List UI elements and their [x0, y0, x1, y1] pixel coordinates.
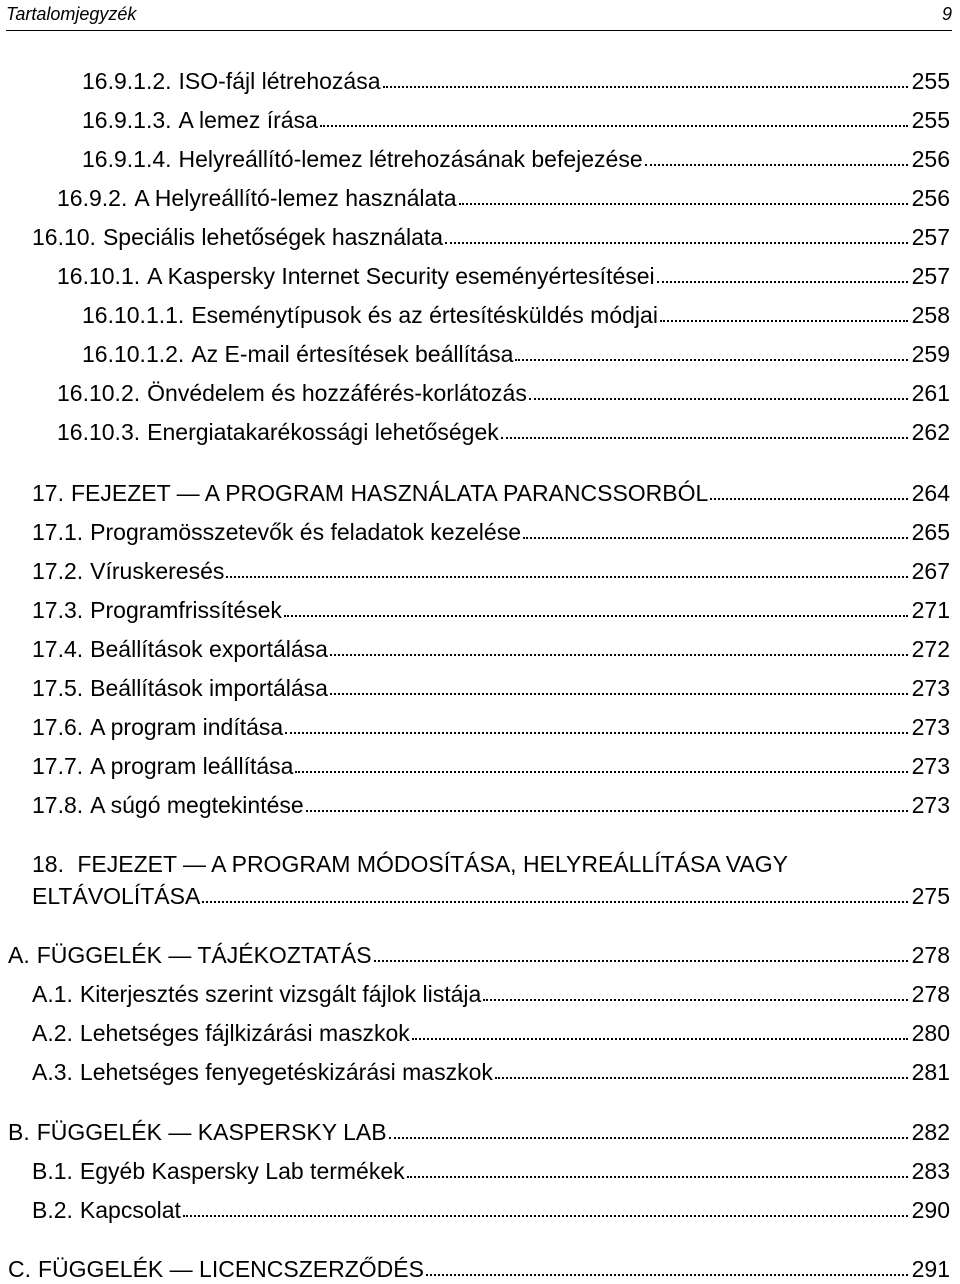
dot-leader	[285, 715, 907, 735]
toc-entry-number: C.	[8, 1256, 31, 1282]
toc-entry-title: FÜGGELÉK — KASPERSKY LAB	[36, 1119, 387, 1145]
toc-entry-title: A Kaspersky Internet Security eseményértesítései	[147, 263, 655, 289]
header-title: Tartalomjegyzék	[6, 4, 137, 24]
toc-entry-page: 255	[911, 68, 950, 94]
toc-entry[interactable]	[32, 634, 950, 664]
dot-leader	[407, 1159, 908, 1179]
toc-entry-number: 16.10.3.	[57, 419, 141, 445]
toc-entry-page: 290	[911, 1197, 950, 1223]
toc-entry-title: Beállítások importálása	[90, 675, 328, 701]
toc-entry-title: Önvédelem és hozzáférés-korlátozás	[147, 380, 527, 406]
toc-entry-page: 278	[911, 981, 950, 1007]
toc-entry-page: 265	[911, 519, 950, 545]
toc-entry-number: 16.10.	[32, 224, 96, 250]
toc-entry[interactable]	[32, 979, 950, 1009]
dot-leader	[226, 559, 907, 579]
dot-leader	[660, 303, 908, 323]
toc-entry-page: 257	[911, 263, 950, 289]
toc-entry-title: Víruskeresés	[90, 558, 225, 584]
toc-entry-number: 16.10.1.1.	[82, 302, 185, 328]
toc-entry[interactable]	[57, 417, 950, 447]
toc-entry-number: A.3.	[32, 1059, 73, 1085]
dot-leader	[330, 676, 908, 696]
toc-entry-title: Lehetséges fenyegetéskizárási maszkok	[79, 1059, 493, 1085]
dot-leader	[389, 1120, 908, 1140]
toc-entry-title: FEJEZET — A PROGRAM HASZNÁLATA PARANCSSORBÓL	[70, 480, 709, 506]
toc-entry-number: 16.10.2.	[57, 380, 141, 406]
toc-entry-title: Kapcsolat	[79, 1197, 181, 1223]
toc-entry-page: 273	[911, 714, 950, 740]
toc-entry-title: A lemez írása	[178, 107, 318, 133]
toc-entry-page: 258	[911, 302, 950, 328]
toc-entry[interactable]	[32, 712, 950, 742]
toc-entry-page: 272	[911, 636, 950, 662]
toc-entry-line2	[32, 880, 950, 912]
dot-leader	[657, 264, 908, 284]
toc-entry-page: 262	[911, 419, 950, 445]
dot-leader	[459, 186, 908, 206]
toc-entry[interactable]	[32, 222, 950, 252]
toc-entry-title: A program indítása	[90, 714, 284, 740]
toc-entry-number: 16.9.2.	[57, 185, 128, 211]
dot-leader	[645, 147, 908, 167]
dot-leader	[710, 481, 907, 501]
toc-entry-title: Beállítások exportálása	[90, 636, 328, 662]
toc-entry[interactable]	[32, 790, 950, 820]
toc-entry-page: 273	[911, 792, 950, 818]
toc-entry-page: 281	[911, 1059, 950, 1085]
dot-leader	[383, 69, 908, 89]
toc-entry-title: Kiterjesztés szerint vizsgált fájlok listája	[79, 981, 482, 1007]
toc-entry-title: FÜGGELÉK — LICENCSZERZŐDÉS	[38, 1256, 424, 1282]
dot-leader	[306, 793, 908, 813]
toc-entry-page: 267	[911, 558, 950, 584]
dot-leader	[445, 225, 908, 245]
toc-entry[interactable]	[8, 1117, 950, 1147]
toc-entry[interactable]	[82, 339, 950, 369]
toc-entry-number: 16.9.1.3.	[82, 107, 172, 133]
dot-leader	[501, 420, 908, 440]
toc-entry[interactable]	[82, 300, 950, 330]
toc-entry-title: Programösszetevők és feladatok kezelése	[90, 519, 521, 545]
dot-leader	[284, 598, 908, 618]
header-page-number: 9	[941, 4, 952, 24]
toc-entry-title: FEJEZET — A PROGRAM MÓDOSÍTÁSA, HELYREÁLLÍTÁSA VAGY	[77, 851, 789, 877]
toc-entry[interactable]	[32, 478, 950, 508]
toc-entry-title-continued: ELTÁVOLÍTÁSA	[32, 883, 201, 909]
toc-entry-number: 16.10.1.	[57, 263, 141, 289]
dot-leader	[412, 1021, 908, 1041]
toc-entry-number: A.1.	[32, 981, 73, 1007]
toc-entry-number: B.2.	[32, 1197, 73, 1223]
toc-entry-page: 255	[911, 107, 950, 133]
toc-entry-page: 291	[911, 1256, 950, 1282]
toc-entry-number: 17.2.	[32, 558, 84, 584]
toc-entry[interactable]	[82, 105, 950, 135]
toc-entry-title: Egyéb Kaspersky Lab termékek	[79, 1158, 405, 1184]
toc-entry-number: B.	[8, 1119, 30, 1145]
toc-entry-number: 17.	[32, 480, 64, 506]
toc-entry-number: 18.	[32, 851, 64, 877]
toc-entry-page: 273	[911, 753, 950, 779]
toc-entry-title: A program leállítása	[90, 753, 294, 779]
dot-leader	[523, 520, 908, 540]
dot-leader	[495, 1060, 908, 1080]
toc-entry-page: 283	[911, 1158, 950, 1184]
dot-leader	[426, 1257, 908, 1277]
toc-entry-number: A.	[8, 942, 30, 968]
toc-entry-title: A súgó megtekintése	[90, 792, 304, 818]
toc-entry-page: 257	[911, 224, 950, 250]
dot-leader	[374, 943, 908, 963]
toc-entry-number: 17.3.	[32, 597, 84, 623]
toc-entry-title: FÜGGELÉK — TÁJÉKOZTATÁS	[36, 942, 372, 968]
toc-entry-title: Az E-mail értesítések beállítása	[191, 341, 514, 367]
toc-entry-number: 17.1.	[32, 519, 84, 545]
toc-entry[interactable]	[32, 517, 950, 547]
toc-entry[interactable]	[57, 183, 950, 213]
toc-entry-number: 17.4.	[32, 636, 84, 662]
toc-entry-number: A.2.	[32, 1020, 73, 1046]
toc-entry-page: 261	[911, 380, 950, 406]
toc-entry-title: Eseménytípusok és az értesítésküldés módjai	[191, 302, 658, 328]
dot-leader	[202, 884, 907, 904]
toc-entry[interactable]	[32, 848, 950, 912]
toc-entry[interactable]	[32, 751, 950, 781]
toc-entry[interactable]	[8, 940, 950, 970]
dot-leader	[483, 982, 907, 1002]
dot-leader	[330, 637, 908, 657]
toc-entry-number: 16.10.1.2.	[82, 341, 185, 367]
toc-entry-number: 17.5.	[32, 675, 84, 701]
toc-entry[interactable]	[82, 66, 950, 96]
toc-entry-page: 271	[911, 597, 950, 623]
toc-entry[interactable]	[57, 378, 950, 408]
dot-leader	[320, 108, 908, 128]
toc-entry-number: 16.9.1.4.	[82, 146, 172, 172]
toc-entry-title: A Helyreállító-lemez használata	[134, 185, 457, 211]
toc-entry-title: Programfrissítések	[90, 597, 282, 623]
toc-entry-number: 17.8.	[32, 792, 84, 818]
toc-entry-title: Speciális lehetőségek használata	[102, 224, 444, 250]
toc-entry-page: 259	[911, 341, 950, 367]
dot-leader	[183, 1198, 908, 1218]
toc-entry-number: B.1.	[32, 1158, 73, 1184]
toc-entry-title: Lehetséges fájlkizárási maszkok	[79, 1020, 410, 1046]
toc-entry[interactable]	[32, 1057, 950, 1087]
toc-entry[interactable]	[32, 1018, 950, 1048]
toc-entry[interactable]	[32, 1156, 950, 1186]
toc-entry-title: Energiatakarékossági lehetőségek	[147, 419, 499, 445]
dot-leader	[515, 342, 907, 362]
toc-entry-line1	[32, 848, 950, 880]
toc-entry-number: 16.9.1.2.	[82, 68, 172, 94]
toc-entry[interactable]	[32, 595, 950, 625]
toc-entry[interactable]	[32, 556, 950, 586]
toc-entry-title: ISO-fájl létrehozása	[178, 68, 381, 94]
toc-entry-page: 282	[911, 1119, 950, 1145]
toc-entry-number: 17.6.	[32, 714, 84, 740]
toc-entry-page: 275	[911, 883, 950, 909]
toc-entry[interactable]	[57, 261, 950, 291]
toc-entry[interactable]	[32, 1195, 950, 1225]
toc-entry-page: 256	[911, 185, 950, 211]
toc-entry-page: 280	[911, 1020, 950, 1046]
toc-entry[interactable]	[32, 673, 950, 703]
toc-entry-page: 256	[911, 146, 950, 172]
toc-entry-page: 273	[911, 675, 950, 701]
toc-entry-page: 264	[911, 480, 950, 506]
toc-entry[interactable]	[82, 144, 950, 174]
dot-leader	[295, 754, 907, 774]
toc-entry-number: 17.7.	[32, 753, 84, 779]
toc-entry-page: 278	[911, 942, 950, 968]
dot-leader	[529, 381, 908, 401]
toc-entry-title: Helyreállító-lemez létrehozásának befejezése	[178, 146, 643, 172]
